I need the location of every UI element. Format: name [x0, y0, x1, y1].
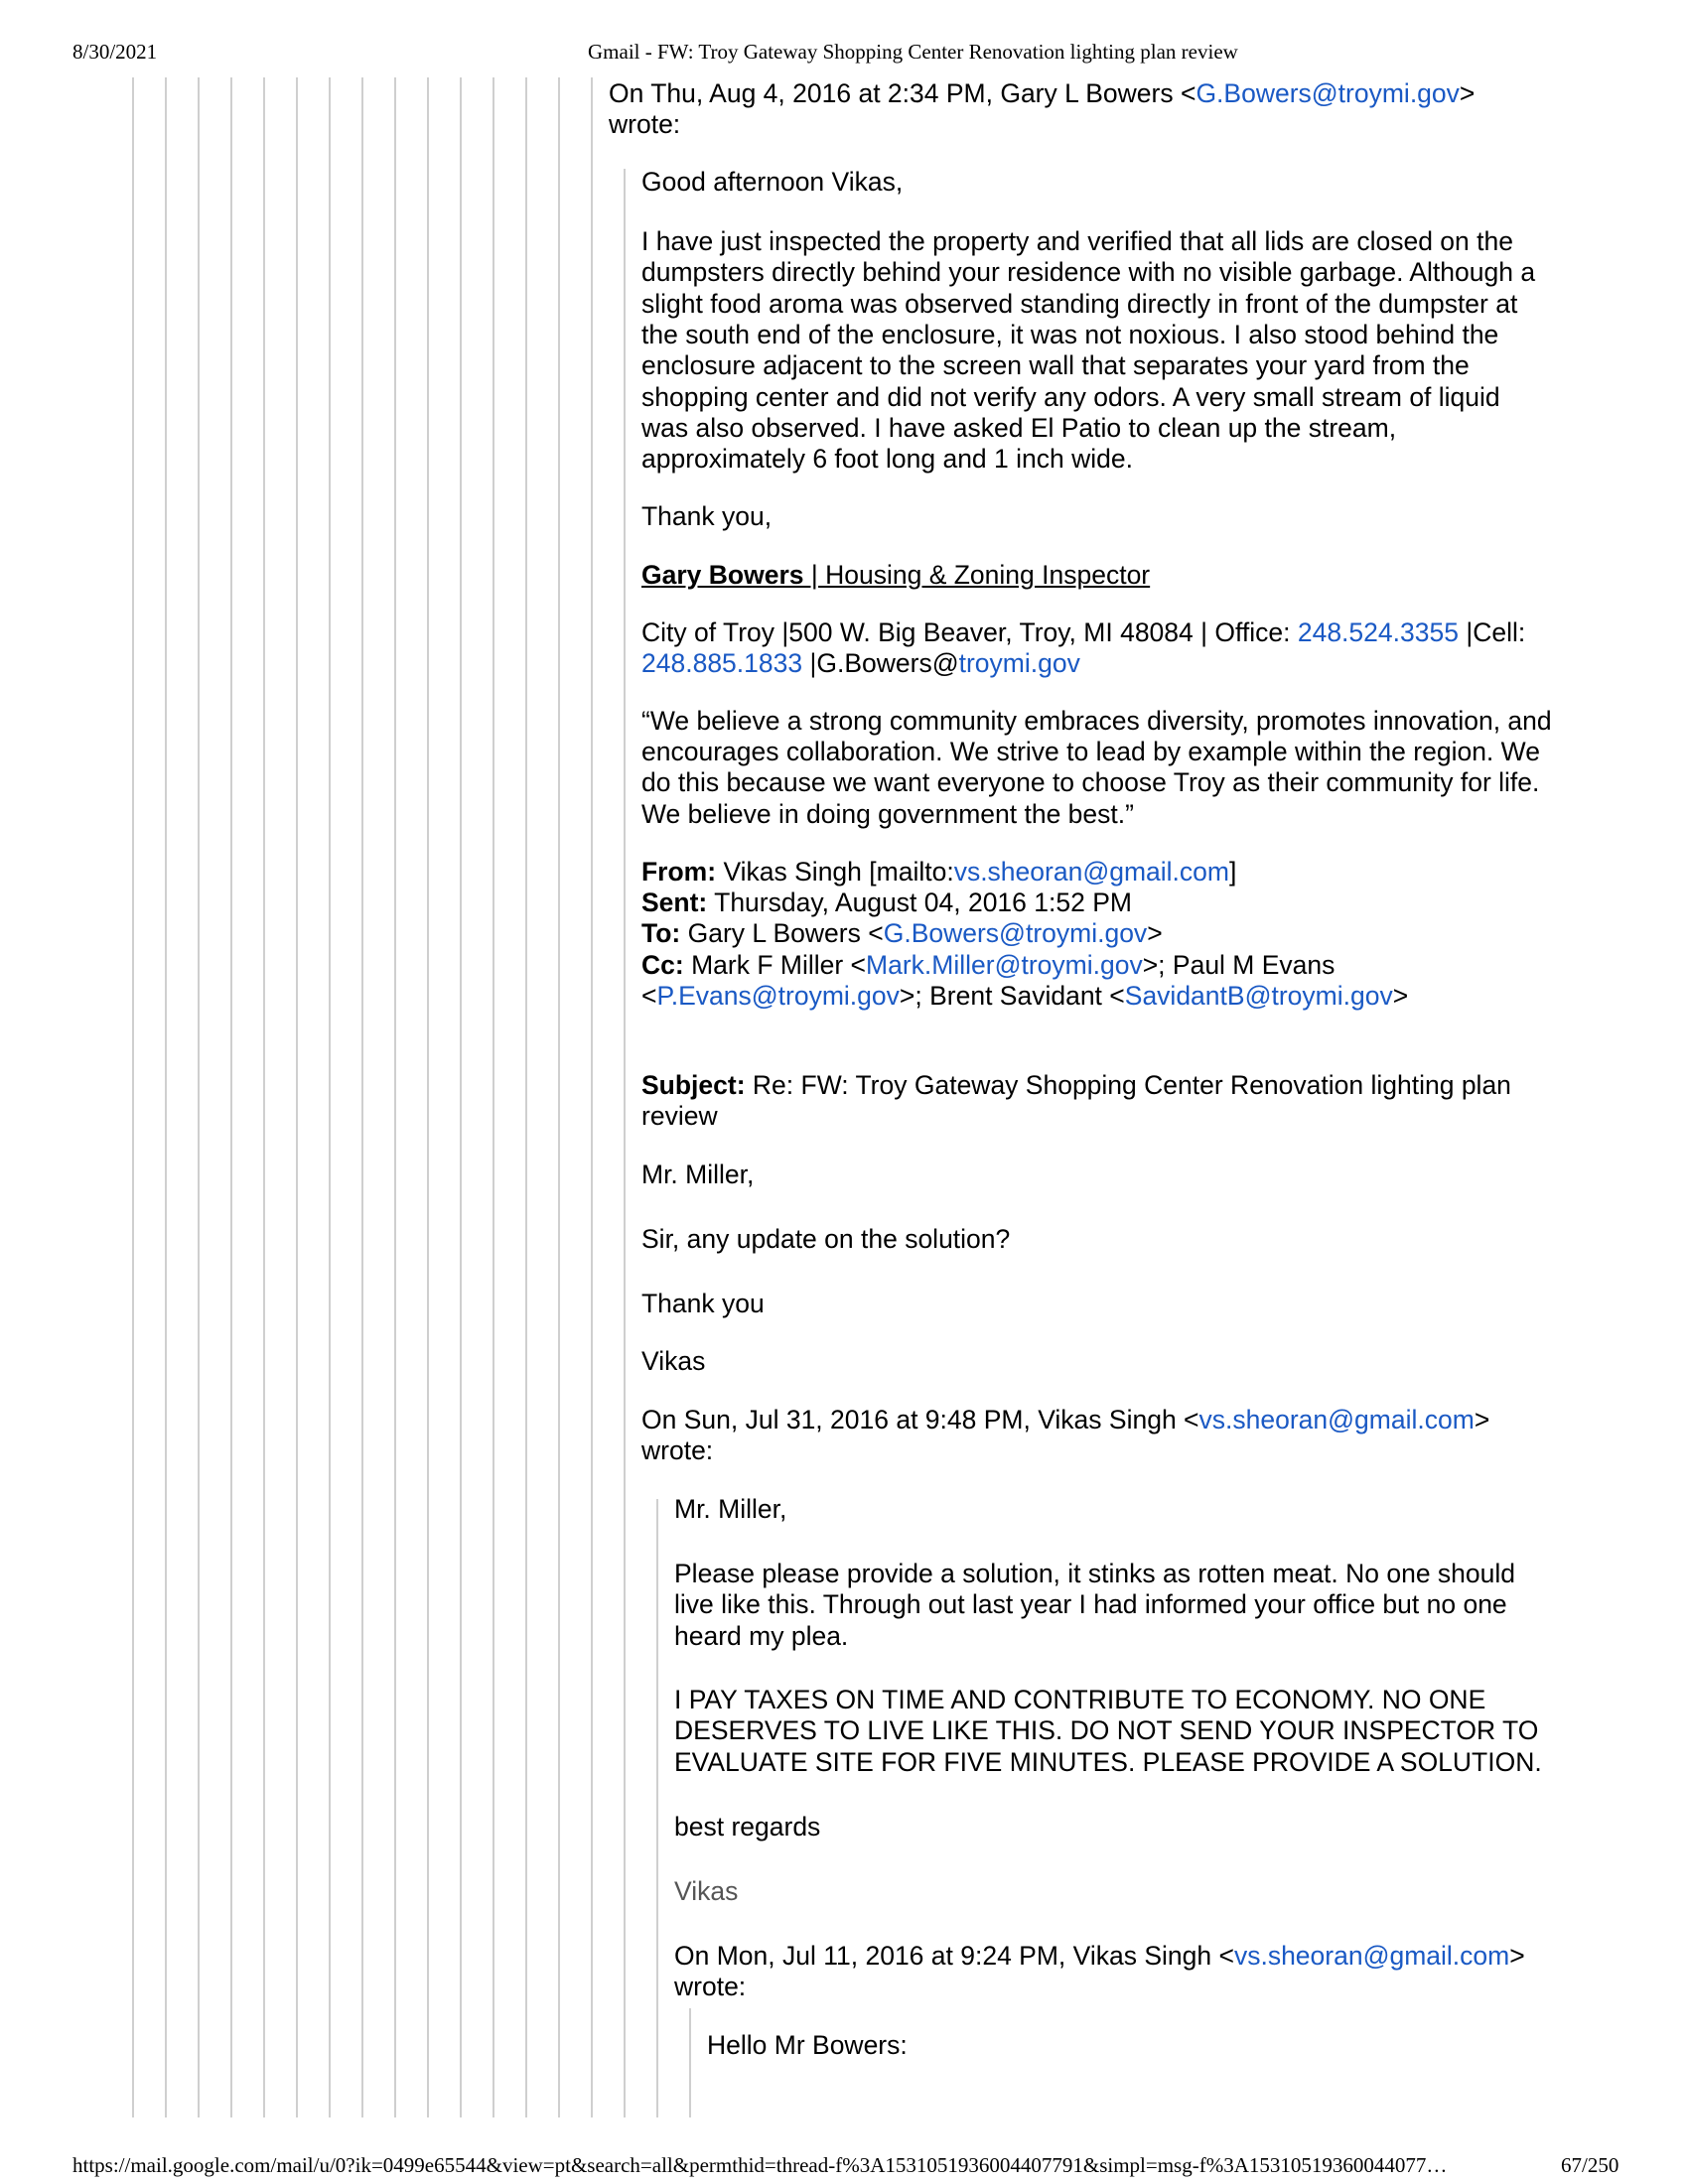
quote-bar — [525, 77, 527, 2117]
print-date: 8/30/2021 — [72, 40, 158, 64]
motto-line: “We believe a strong community embraces diversity, promotes innovation, and — [641, 706, 1552, 736]
body-line: heard my plea. — [674, 1621, 849, 1651]
regards: best regards — [674, 1812, 821, 1842]
quote-bar — [165, 77, 167, 2117]
quote-attribution: On Sun, Jul 31, 2016 at 9:48 PM, Vikas Singh <vs.sheoran@gmail.com> — [641, 1405, 1490, 1434]
header-from: From: Vikas Singh [mailto:vs.sheoran@gmail.com] — [641, 857, 1237, 887]
quote-attribution: On Mon, Jul 11, 2016 at 9:24 PM, Vikas Singh <vs.sheoran@gmail.com> — [674, 1941, 1525, 1971]
quote-bar — [689, 2008, 691, 2117]
email-link[interactable]: G.Bowers@troymi.gov — [883, 918, 1148, 948]
email-link[interactable]: vs.sheoran@gmail.com — [953, 857, 1229, 887]
quote-bar — [591, 77, 593, 2117]
quote-bar — [296, 77, 298, 2117]
email-link[interactable]: P.Evans@troymi.gov — [656, 981, 900, 1011]
phone-link[interactable]: 248.885.1833 — [641, 648, 803, 678]
signature-name: Gary Bowers | Housing & Zoning Inspector — [641, 560, 1151, 590]
motto-line: We believe in doing government the best.” — [641, 799, 1134, 829]
quote-bar — [132, 77, 134, 2117]
body-line: the south end of the enclosure, it was not noxious. I also stood behind the — [641, 320, 1499, 349]
quote-bar — [460, 77, 462, 2117]
body-line: Please please provide a solution, it stinks as rotten meat. No one should — [674, 1559, 1516, 1588]
header-to: To: Gary L Bowers <G.Bowers@troymi.gov> — [641, 918, 1163, 948]
salutation: Hello Mr Bowers: — [707, 2030, 908, 2060]
email-link[interactable]: G.Bowers@troymi.gov — [1196, 78, 1460, 108]
body-line: I have just inspected the property and verified that all lids are closed on the — [641, 226, 1513, 256]
quote-bar — [329, 77, 331, 2117]
signature-contact: 248.885.1833 |G.Bowers@troymi.gov — [641, 648, 1080, 678]
body-line: slight food aroma was observed standing directly in front of the dumpster at — [641, 289, 1518, 319]
body-line: live like this. Through out last year I had informed your office but no one — [674, 1589, 1507, 1619]
body-line: Sir, any update on the solution? — [641, 1224, 1011, 1254]
motto-line: do this because we want everyone to choose Troy as their community for life. — [641, 767, 1540, 797]
quote-bar — [492, 77, 494, 2117]
quote-bar — [656, 1499, 658, 2117]
caps-line: DESERVES TO LIVE LIKE THIS. DO NOT SEND YOUR INSPECTOR TO — [674, 1715, 1539, 1745]
quote-attribution-wrote: wrote: — [609, 109, 681, 139]
body-line: dumpsters directly behind your residence with no visible garbage. Although a — [641, 257, 1536, 287]
header-sent: Sent: Thursday, August 04, 2016 1:52 PM — [641, 887, 1132, 917]
quote-bar — [558, 77, 560, 2117]
quote-attribution: On Thu, Aug 4, 2016 at 2:34 PM, Gary L Bowers <G.Bowers@troymi.gov> — [609, 78, 1476, 108]
motto-line: encourages collaboration. We strive to lead by example within the region. We — [641, 737, 1540, 766]
body-line: enclosure adjacent to the screen wall that separates your yard from the — [641, 350, 1470, 380]
domain-link[interactable]: troymi.gov — [958, 648, 1080, 678]
quote-bar — [427, 77, 429, 2117]
caps-line: EVALUATE SITE FOR FIVE MINUTES. PLEASE PROVIDE A SOLUTION. — [674, 1747, 1542, 1777]
sign-off: Vikas — [674, 1876, 739, 1906]
quote-attribution-wrote: wrote: — [674, 1972, 747, 2001]
caps-line: I PAY TAXES ON TIME AND CONTRIBUTE TO ECONOMY. NO ONE — [674, 1685, 1486, 1714]
email-link[interactable]: SavidantB@troymi.gov — [1124, 981, 1393, 1011]
page-number: 67/250 — [1561, 2153, 1619, 2177]
quote-bar — [624, 169, 626, 2117]
greeting: Good afternoon Vikas, — [641, 167, 904, 197]
header-cc: Cc: Mark F Miller <Mark.Miller@troymi.gov>; Paul M Evans — [641, 950, 1336, 980]
signature-address: City of Troy |500 W. Big Beaver, Troy, MI 48084 | Office: 248.524.3355 |Cell: — [641, 617, 1526, 647]
print-url: https://mail.google.com/mail/u/0?ik=0499e65544&view=pt&search=all&permthid=thread-f%3A1531051936004407791&simpl=msg-f%3A15310519360044077… — [72, 2153, 1448, 2177]
email-link[interactable]: vs.sheoran@gmail.com — [1233, 1941, 1510, 1971]
quote-bar — [361, 77, 363, 2117]
body-line: was also observed. I have asked El Patio to clean up the stream, — [641, 413, 1397, 443]
body-line: approximately 6 foot long and 1 inch wide. — [641, 444, 1133, 474]
print-title: Gmail - FW: Troy Gateway Shopping Center Renovation lighting plan review — [588, 40, 1238, 64]
quote-bar — [394, 77, 396, 2117]
quote-bar — [198, 77, 200, 2117]
sign-off: Vikas — [641, 1346, 706, 1376]
phone-link[interactable]: 248.524.3355 — [1297, 617, 1459, 647]
body-line: shopping center and did not verify any odors. A very small stream of liquid — [641, 382, 1500, 412]
salutation: Mr. Miller, — [674, 1494, 787, 1524]
header-cc-cont: <P.Evans@troymi.gov>; Brent Savidant <SavidantB@troymi.gov> — [641, 981, 1409, 1011]
header-subject: Subject: Re: FW: Troy Gateway Shopping Center Renovation lighting plan — [641, 1070, 1511, 1100]
email-link[interactable]: Mark.Miller@troymi.gov — [866, 950, 1143, 980]
thanks: Thank you — [641, 1289, 765, 1318]
quote-bar — [230, 77, 232, 2117]
quote-attribution-wrote: wrote: — [641, 1435, 714, 1465]
header-subject-cont: review — [641, 1101, 718, 1131]
salutation: Mr. Miller, — [641, 1160, 755, 1189]
quote-bar — [263, 77, 265, 2117]
email-link[interactable]: vs.sheoran@gmail.com — [1198, 1405, 1475, 1434]
thanks: Thank you, — [641, 501, 773, 531]
